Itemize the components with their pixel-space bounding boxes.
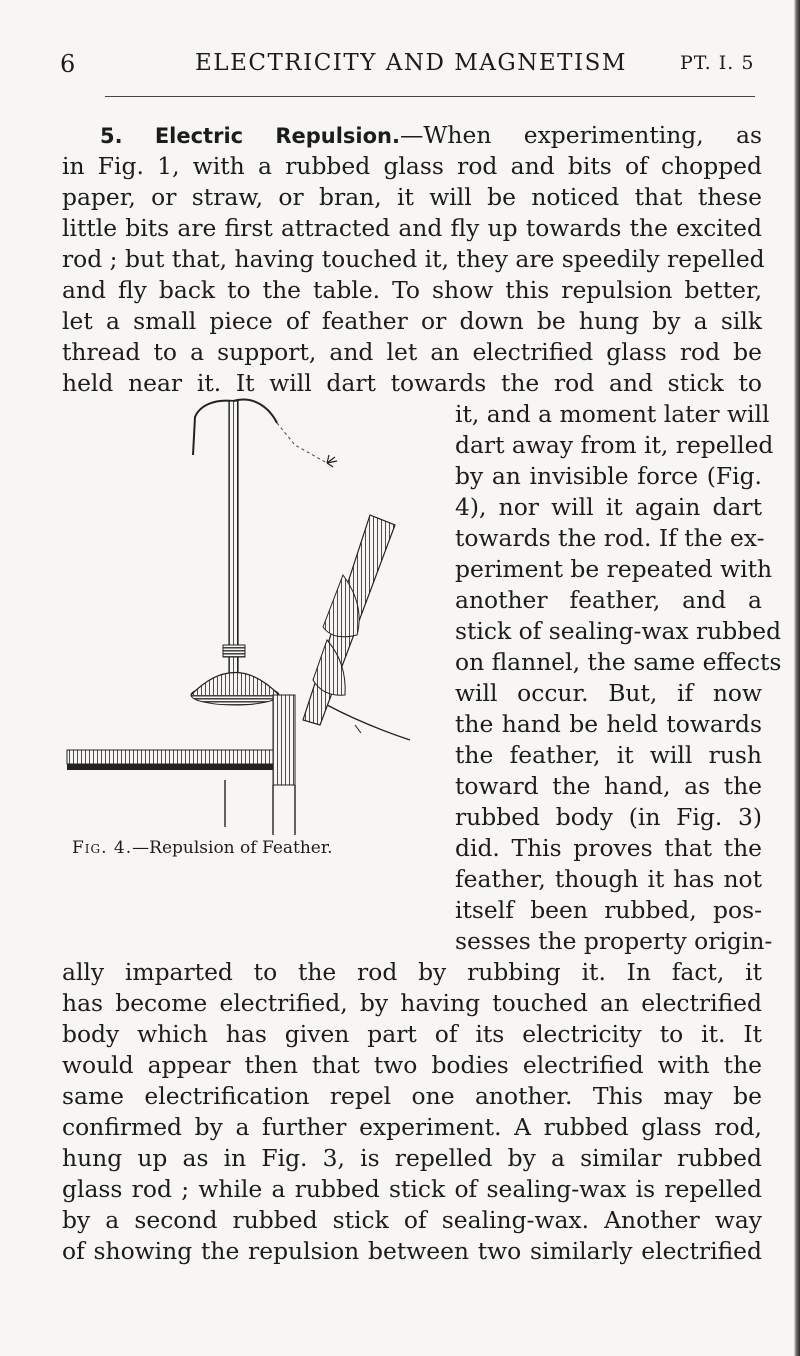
text-line: of showing the repulsion between two similarly electrified — [62, 1237, 762, 1265]
wrap-text-line: stick of sealing-wax rubbed — [455, 617, 782, 645]
base — [67, 673, 295, 836]
text-line: same electrification repel one another. This may be — [62, 1082, 762, 1110]
page-header — [0, 50, 780, 90]
text-line: thread to a support, and let an electrified glass rod be — [62, 338, 762, 366]
header-rule — [105, 96, 755, 97]
wrap-text-line: another feather, and a — [455, 586, 762, 614]
wrap-text-line: toward the hand, as the — [455, 772, 762, 800]
wrap-text-line: dart away from it, repelled — [455, 431, 774, 459]
text-line: ally imparted to the rod by rubbing it. In fact, it — [62, 958, 762, 986]
figure-4-illustration — [65, 395, 440, 835]
text-line: —When experimenting, as — [399, 121, 762, 149]
wrap-text-line: sesses the property origin- — [455, 927, 773, 955]
figure-caption — [72, 838, 333, 858]
wrap-text-line: itself been rubbed, pos- — [455, 896, 762, 924]
text-line: and fly back to the table. To show this repulsion better, — [62, 276, 762, 304]
wrap-text-line: rubbed body (in Fig. 3) — [455, 803, 762, 831]
part-reference: PT. I. 5 — [680, 52, 755, 74]
text-line: paper, or straw, or bran, it will be noticed that these — [62, 183, 762, 211]
wrap-text-line: towards the rod. If the ex- — [455, 524, 765, 552]
running-title: ELECTRICITY AND MAGNETISM — [195, 50, 627, 76]
wrap-text-line: the feather, it will rush — [455, 741, 762, 769]
text-line: rod ; but that, having touched it, they are speedily repelled — [62, 245, 765, 273]
glass-rod — [303, 515, 410, 740]
text-line: hung up as in Fig. 3, is repelled by a similar rubbed — [62, 1144, 762, 1172]
text-line: in Fig. 1, with a rubbed glass rod and bits of chopped — [62, 152, 762, 180]
wrap-text-line: by an invisible force (Fig. — [455, 462, 762, 490]
wrap-text-line: 4), nor will it again dart — [455, 493, 762, 521]
text-line: body which has given part of its electricity to it. It — [62, 1020, 762, 1048]
feather — [327, 455, 337, 467]
figure-caption-label: Fig. 4. — [72, 838, 133, 858]
wrap-text-line: the hand be held towards — [455, 710, 762, 738]
text-line: little bits are first attracted and fly up towards the excited — [62, 214, 762, 242]
page-number: 6 — [60, 50, 77, 78]
text-line: by a second rubbed stick of sealing-wax. Another way — [62, 1206, 762, 1234]
text-line: held near it. It will dart towards the rod and stick to — [62, 369, 762, 397]
text-line: would appear then that two bodies electrified with the — [62, 1051, 762, 1079]
stand — [193, 400, 277, 691]
wrap-text-line: on flannel, the same effects — [455, 648, 782, 676]
text-line: glass rod ; while a rubbed stick of sealing-wax is repelled — [62, 1175, 762, 1203]
silk-thread — [277, 423, 327, 463]
text-line: has become electrified, by having touched an electrified — [62, 989, 762, 1017]
text-line: let a small piece of feather or down be hung by a silk — [62, 307, 762, 335]
wrap-text-line: will occur. But, if now — [455, 679, 762, 707]
wrap-text-line: it, and a moment later will — [455, 400, 770, 428]
section-heading: 5. Electric Repulsion. — [100, 124, 400, 148]
page-edge-shadow — [794, 0, 800, 1356]
wrap-text-line: did. This proves that the — [455, 834, 762, 862]
text-line: confirmed by a further experiment. A rubbed glass rod, — [62, 1113, 762, 1141]
wrap-text-line: periment be repeated with — [455, 555, 773, 583]
figure-caption-text: —Repulsion of Feather. — [132, 838, 333, 858]
wrap-text-line: feather, though it has not — [455, 865, 762, 893]
section-first-line — [100, 120, 762, 152]
